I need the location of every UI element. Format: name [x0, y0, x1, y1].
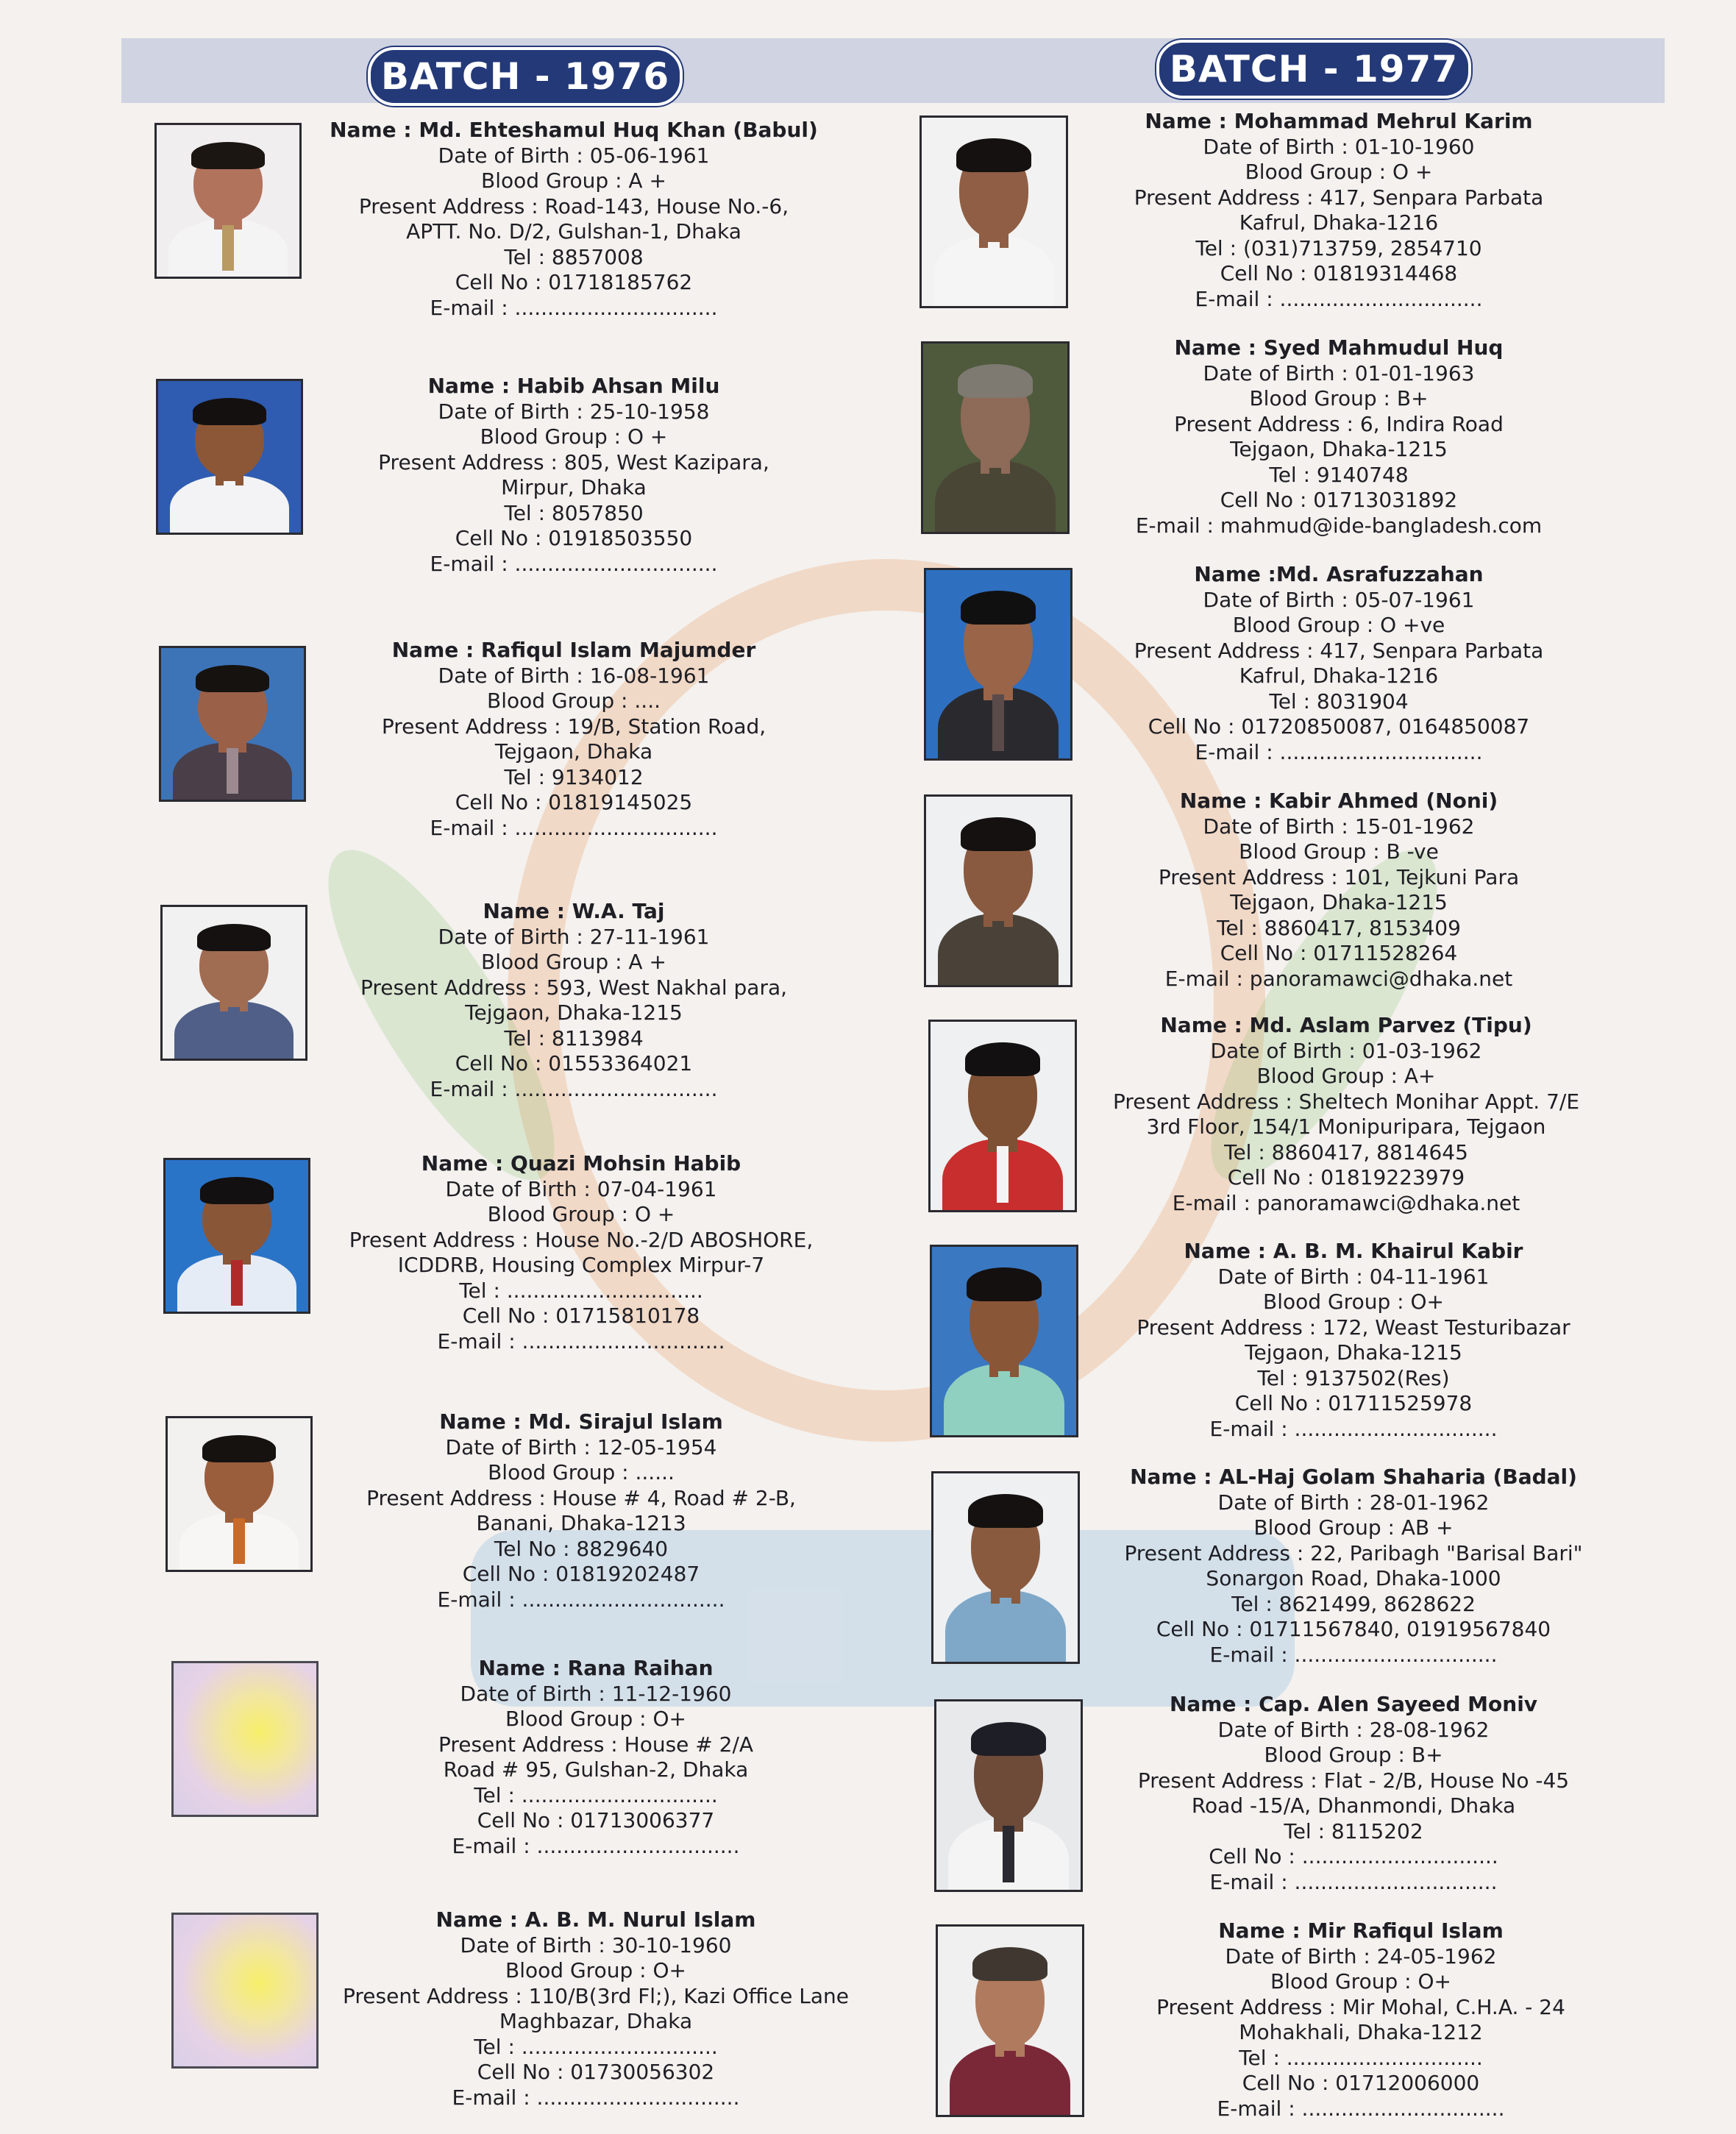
date-of-birth: Date of Birth : 01-01-1963	[1203, 360, 1475, 385]
telephone: Tel : 9137502(Res)	[1257, 1365, 1450, 1390]
telephone: Tel : (031)713759, 2854710	[1195, 235, 1482, 260]
email: E-mail : ...............................	[430, 815, 718, 840]
telephone: Tel No : 8829640	[494, 1536, 669, 1561]
member-photo	[934, 1699, 1083, 1892]
email: E-mail : ...............................	[1195, 739, 1483, 764]
member-name: Name : Habib Ahsan Milu	[427, 374, 720, 398]
member-info	[1081, 109, 1596, 312]
member-name: Name : Cap. Alen Sayeed Moniv	[1169, 1692, 1538, 1716]
address-line-2: ICDDRB, Housing Complex Mirpur-7	[397, 1253, 765, 1277]
present-address: Present Address : Road-143, House No.-6,	[358, 193, 789, 218]
telephone: Tel : 8031904	[1269, 689, 1409, 714]
member-info	[1089, 1013, 1604, 1216]
member-name: Name : Quazi Mohsin Habib	[421, 1151, 741, 1176]
email: E-mail : ...............................	[1195, 286, 1483, 311]
batch-1977-title: BATCH - 1977	[1156, 40, 1471, 99]
member-name: Name : Kabir Ahmed (Noni)	[1179, 789, 1498, 813]
date-of-birth: Date of Birth : 07-04-1961	[445, 1176, 717, 1201]
member-name: Name : A. B. M. Khairul Kabir	[1184, 1239, 1523, 1263]
date-of-birth: Date of Birth : 05-07-1961	[1203, 587, 1475, 612]
telephone: Tel : 8860417, 8153409	[1217, 915, 1461, 940]
member-photo	[154, 123, 302, 279]
date-of-birth: Date of Birth : 24-05-1962	[1225, 1943, 1497, 1968]
address-line-2: Road -15/A, Dhanmondi, Dhaka	[1191, 1793, 1516, 1818]
member-info	[1081, 335, 1596, 538]
present-address: Present Address : House No.-2/D ABOSHORE,	[349, 1227, 814, 1252]
member-info	[1081, 562, 1596, 765]
blood-group: Blood Group : O+	[505, 1958, 686, 1982]
date-of-birth: Date of Birth : 28-08-1962	[1217, 1717, 1490, 1742]
blood-group: Blood Group : O+	[1270, 1969, 1451, 1993]
address-line-2: Tejgaon, Dhaka-1215	[465, 1000, 683, 1025]
email: E-mail : ...............................	[452, 2085, 740, 2110]
blood-group: Blood Group : B -ve	[1239, 839, 1439, 864]
present-address: Present Address : 110/B(3rd Fl;), Kazi Office Lane	[342, 1983, 850, 2008]
member-name: Name : Md. Aslam Parvez (Tipu)	[1160, 1013, 1532, 1037]
member-name: Name : W.A. Taj	[483, 899, 665, 923]
email: E-mail : ...............................	[1217, 2096, 1505, 2121]
address-line-2: APTT. No. D/2, Gulshan-1, Dhaka	[406, 219, 741, 243]
blood-group: Blood Group : B+	[1249, 386, 1429, 410]
address-line-2: Tejgaon, Dhaka-1215	[1230, 437, 1448, 461]
member-photo	[919, 115, 1068, 308]
batch-1976-title: BATCH - 1976	[368, 47, 683, 106]
cell-number: Cell No : 01819202487	[462, 1562, 700, 1586]
member-name: Name : Md. Sirajul Islam	[439, 1409, 723, 1434]
present-address: Present Address : Sheltech Monihar Appt. 7/E	[1112, 1089, 1580, 1114]
member-name: Name : Mir Rafiqul Islam	[1218, 1918, 1504, 1943]
member-info	[1096, 1465, 1611, 1668]
date-of-birth: Date of Birth : 15-01-1962	[1203, 814, 1475, 839]
present-address: Present Address : 19/B, Station Road,	[381, 714, 766, 739]
blood-group: Blood Group : O +ve	[1232, 613, 1445, 637]
telephone: Tel : ..............................	[459, 1278, 703, 1303]
member-info	[316, 638, 831, 841]
photo-placeholder	[171, 1913, 319, 2069]
cell-number: Cell No : 01711528264	[1220, 941, 1458, 965]
email: E-mail : ...............................	[430, 551, 718, 576]
member-info	[1081, 789, 1596, 992]
email[interactable]: E-mail : panoramawci@dhaka.net	[1164, 966, 1513, 991]
date-of-birth: Date of Birth : 12-05-1954	[445, 1434, 717, 1459]
member-info	[316, 118, 831, 321]
telephone: Tel : 8857008	[504, 244, 644, 269]
cell-number: Cell No : 01819223979	[1227, 1165, 1465, 1189]
member-name: Name : Md. Ehteshamul Huq Khan (Babul)	[330, 118, 818, 142]
date-of-birth: Date of Birth : 27-11-1961	[438, 924, 710, 949]
member-photo	[163, 1158, 310, 1314]
date-of-birth: Date of Birth : 11-12-1960	[460, 1681, 732, 1706]
address-line-2: Mirpur, Dhaka	[501, 475, 647, 499]
member-photo	[930, 1245, 1078, 1437]
telephone: Tel : 8113984	[504, 1025, 644, 1050]
address-line-2: Tejgaon, Dhaka-1215	[1245, 1340, 1462, 1365]
email: E-mail : ...............................	[1209, 1642, 1498, 1667]
present-address: Present Address : 22, Paribagh "Barisal Bari"	[1124, 1540, 1583, 1565]
email: E-mail : ...............................	[1209, 1869, 1498, 1894]
telephone: Tel : 8115202	[1284, 1818, 1423, 1843]
telephone: Tel : ..............................	[474, 1782, 718, 1807]
address-line-2: 3rd Floor, 154/1 Monipuripara, Tejgaon	[1146, 1114, 1546, 1139]
date-of-birth: Date of Birth : 01-10-1960	[1203, 134, 1475, 159]
member-photo	[156, 379, 303, 535]
present-address: Present Address : 417, Senpara Parbata	[1134, 638, 1544, 663]
blood-group: Blood Group : O +	[487, 1202, 675, 1226]
cell-number: Cell No : 01715810178	[462, 1303, 700, 1328]
address-line-2: Tejgaon, Dhaka	[494, 739, 653, 764]
email: E-mail : ...............................	[452, 1833, 740, 1858]
address-line-2: Kafrul, Dhaka-1216	[1239, 664, 1439, 688]
present-address: Present Address : 593, West Nakhal para,	[360, 975, 788, 1000]
blood-group: Blood Group : O+	[1263, 1290, 1444, 1314]
member-info	[324, 1151, 839, 1354]
cell-number: Cell No : 01711525978	[1234, 1391, 1473, 1415]
blood-group: Blood Group : B+	[1264, 1743, 1443, 1767]
cell-number: Cell No : 01718185762	[455, 270, 693, 294]
present-address: Present Address : 172, Weast Testuribazar	[1136, 1315, 1570, 1340]
member-name: Name :Md. Asrafuzzahan	[1194, 562, 1484, 586]
cell-number: Cell No : 01711567840, 01919567840	[1156, 1617, 1551, 1641]
member-info	[1096, 1239, 1611, 1442]
cell-number: Cell No : 01918503550	[455, 526, 693, 550]
address-line-2: Banani, Dhaka-1213	[476, 1511, 686, 1535]
cell-number: Cell No : 01712006000	[1242, 2071, 1480, 2095]
cell-number: Cell No : 01713031892	[1220, 488, 1458, 512]
date-of-birth: Date of Birth : 28-01-1962	[1217, 1490, 1490, 1515]
present-address: Present Address : House # 2/A	[438, 1732, 754, 1757]
present-address: Present Address : 805, West Kazipara,	[378, 449, 769, 474]
member-info	[1103, 1918, 1618, 2121]
member-photo	[166, 1416, 313, 1572]
telephone: Tel : ..............................	[1239, 2045, 1483, 2070]
member-photo	[928, 1020, 1077, 1212]
cell-number: Cell No : 01819145025	[455, 790, 693, 814]
cell-number: Cell No : 01553364021	[455, 1051, 693, 1075]
photo-placeholder	[171, 1661, 319, 1817]
member-name: Name : Syed Mahmudul Huq	[1174, 335, 1504, 360]
member-photo	[921, 341, 1070, 534]
member-info	[338, 1907, 853, 2110]
member-info	[1096, 1692, 1611, 1895]
member-photo	[924, 794, 1072, 987]
blood-group: Blood Group : ......	[488, 1460, 675, 1484]
member-photo	[924, 568, 1072, 761]
telephone: Tel : 8860417, 8814645	[1224, 1139, 1468, 1164]
email: E-mail : ...............................	[437, 1329, 725, 1354]
telephone: Tel : 8621499, 8628622	[1231, 1591, 1476, 1616]
date-of-birth: Date of Birth : 05-06-1961	[438, 143, 710, 168]
blood-group: Blood Group : AB +	[1253, 1515, 1454, 1540]
blood-group: Blood Group : ....	[486, 689, 661, 713]
telephone: Tel : 9134012	[504, 764, 644, 789]
email[interactable]: E-mail : panoramawci@dhaka.net	[1172, 1190, 1520, 1215]
email: E-mail : ...............................	[437, 1587, 725, 1612]
present-address: Present Address : 6, Indira Road	[1174, 411, 1504, 436]
blood-group: Blood Group : O +	[1245, 160, 1433, 184]
email: E-mail : ...............................	[430, 295, 718, 320]
blood-group: Blood Group : O+	[505, 1707, 686, 1731]
cell-number: Cell No : 01713006377	[477, 1808, 715, 1832]
present-address: Present Address : 101, Tejkuni Para	[1158, 864, 1520, 889]
member-info	[324, 1409, 839, 1612]
telephone: Tel : 9140748	[1269, 462, 1409, 487]
member-photo	[936, 1924, 1084, 2117]
member-photo	[160, 905, 307, 1061]
blood-group: Blood Group : O +	[480, 424, 668, 449]
address-line-2: Road # 95, Gulshan-2, Dhaka	[443, 1757, 749, 1782]
cell-number: Cell No : 01730056302	[477, 2060, 715, 2084]
member-name: Name : A. B. M. Nurul Islam	[435, 1907, 756, 1932]
date-of-birth: Date of Birth : 30-10-1960	[460, 1932, 732, 1957]
member-info	[316, 899, 831, 1102]
member-name: Name : Rafiqul Islam Majumder	[391, 638, 756, 662]
address-line-2: Kafrul, Dhaka-1216	[1239, 210, 1439, 235]
member-name: Name : AL-Haj Golam Shaharia (Badal)	[1130, 1465, 1577, 1489]
address-line-2: Mohakhali, Dhaka-1212	[1239, 2020, 1483, 2044]
email: E-mail : ...............................	[1209, 1416, 1498, 1441]
date-of-birth: Date of Birth : 04-11-1961	[1217, 1264, 1490, 1289]
address-line-2: Sonargon Road, Dhaka-1000	[1206, 1566, 1501, 1590]
date-of-birth: Date of Birth : 16-08-1961	[438, 663, 710, 688]
member-info	[316, 374, 831, 577]
member-info	[338, 1656, 853, 1859]
email: E-mail : ...............................	[430, 1076, 718, 1101]
member-photo	[159, 646, 306, 802]
email[interactable]: E-mail : mahmud@ide-bangladesh.com	[1135, 513, 1543, 538]
address-line-2: Maghbazar, Dhaka	[499, 2009, 693, 2033]
cell-number: Cell No : ..............................	[1209, 1844, 1498, 1868]
blood-group: Blood Group : A+	[1256, 1064, 1436, 1088]
cell-number: Cell No : 01819314468	[1220, 261, 1458, 285]
date-of-birth: Date of Birth : 25-10-1958	[438, 399, 710, 424]
member-name: Name : Mohammad Mehrul Karim	[1145, 109, 1533, 133]
member-name: Name : Rana Raihan	[478, 1656, 714, 1680]
telephone: Tel : ..............................	[474, 2034, 718, 2059]
blood-group: Blood Group : A +	[481, 168, 666, 193]
member-photo	[931, 1471, 1080, 1664]
present-address: Present Address : Mir Mohal, C.H.A. - 24	[1156, 1994, 1565, 2019]
present-address: Present Address : House # 4, Road # 2-B,	[366, 1485, 796, 1510]
cell-number: Cell No : 01720850087, 0164850087	[1148, 714, 1530, 739]
blood-group: Blood Group : A +	[481, 950, 666, 974]
address-line-2: Tejgaon, Dhaka-1215	[1230, 890, 1448, 914]
telephone: Tel : 8057850	[504, 500, 644, 525]
date-of-birth: Date of Birth : 01-03-1962	[1210, 1038, 1482, 1063]
present-address: Present Address : Flat - 2/B, House No -45	[1137, 1768, 1570, 1793]
present-address: Present Address : 417, Senpara Parbata	[1134, 185, 1544, 210]
